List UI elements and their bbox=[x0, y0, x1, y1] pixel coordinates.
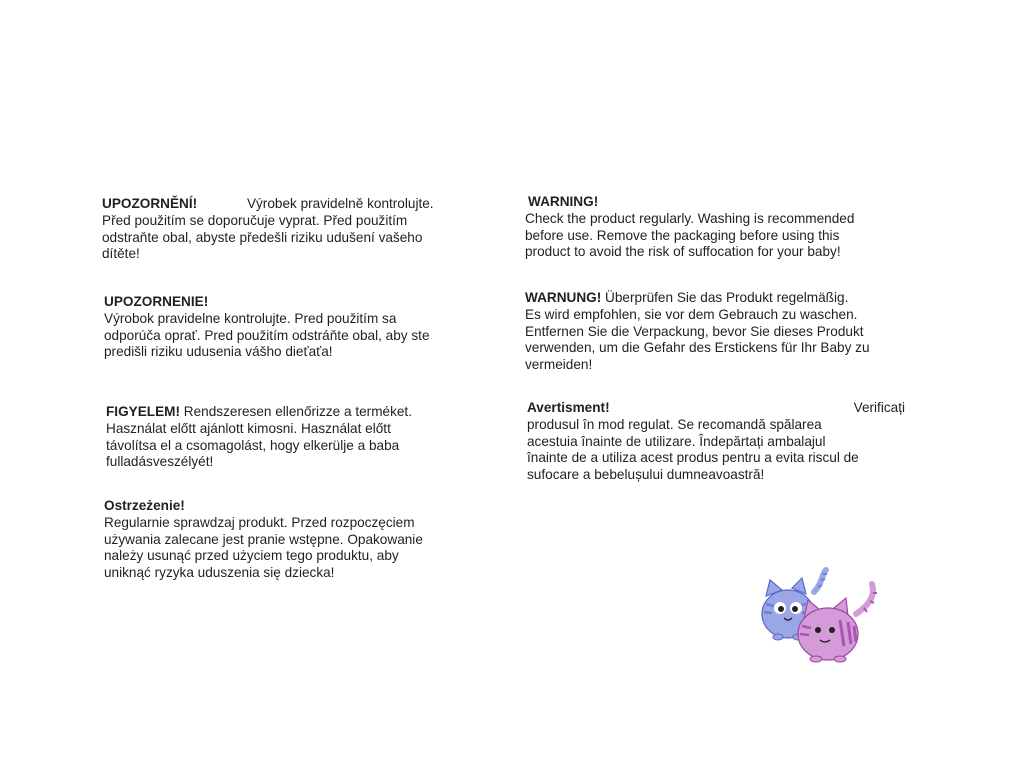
warning-czech bbox=[102, 196, 482, 263]
warning-czech-body: Před použitím se doporučuje vyprat. Před použitím odstraňte obal, abyste předešli riziku udušení vašeho dítěte! bbox=[102, 212, 423, 262]
warning-polish bbox=[104, 498, 484, 582]
warning-romanian bbox=[527, 400, 917, 484]
warning-slovak-title: UPOZORNENIE! bbox=[104, 294, 209, 309]
warning-german-title: WARNUNG! bbox=[525, 290, 602, 305]
warning-czech-title: UPOZORNĚNÍ! bbox=[102, 196, 198, 211]
warning-english-title: WARNING! bbox=[528, 194, 599, 209]
warning-czech-first-line: Výrobek pravidelně kontrolujte. bbox=[246, 196, 434, 211]
warning-german-first-line: Überprüfen Sie das Produkt regelmäßig. bbox=[605, 290, 849, 305]
warning-romanian-first-word: Verificați bbox=[853, 400, 905, 415]
warning-german-body: Es wird empfohlen, sie vor dem Gebrauch zu waschen. Entfernen Sie die Verpackung, bevor Sie dieses Produkt verwenden, um die Gefahr des Erstickens für Ihr Baby zu vermeiden! bbox=[525, 306, 870, 373]
warning-english bbox=[525, 194, 925, 261]
pink-cat-icon bbox=[798, 584, 877, 662]
warning-hungarian-title: FIGYELEM! bbox=[106, 404, 181, 419]
warning-polish-body: Regularnie sprawdzaj produkt. Przed rozpoczęciem używania zalecane jest pranie wstępne. Opakowanie należy usunąć przed użyciem tego produktu, aby uniknąć ryzyka uduszenia się dziecka! bbox=[104, 514, 423, 581]
warning-hungarian-first-line: Rendszeresen ellenőrizze a terméket. bbox=[183, 404, 412, 419]
warning-hungarian-body: Használat előtt ajánlott kimosni. Használat előtt távolítsa el a csomagolást, hogy elkerülje a baba fulladásveszélyét! bbox=[106, 420, 400, 470]
cats-illustration bbox=[756, 562, 886, 666]
warning-slovak bbox=[104, 294, 484, 361]
warning-romanian-title: Avertisment! bbox=[527, 400, 610, 415]
warning-polish-title: Ostrzeżenie! bbox=[104, 498, 185, 513]
warning-german bbox=[525, 290, 925, 374]
warning-romanian-lead bbox=[527, 400, 905, 417]
warning-english-body: Check the product regularly. Washing is recommended before use. Remove the packaging before using this product to avoid the risk of suffocation for your baby! bbox=[525, 210, 855, 260]
warning-romanian-body: produsul în mod regulat. Se recomandă spălarea acestuia înainte de utilizare. Îndepărtați ambalajul înainte de a utiliza acest produs pentru a evita riscul de sufocare a bebelușului dumneavoastră! bbox=[527, 416, 859, 483]
warning-hungarian bbox=[106, 404, 486, 471]
warning-slovak-body: Výrobok pravidelne kontrolujte. Pred použitím sa odporúča oprať. Pred použitím odstráňte obal, aby ste predišli riziku udusenia vášho dieťaťa! bbox=[104, 310, 430, 360]
